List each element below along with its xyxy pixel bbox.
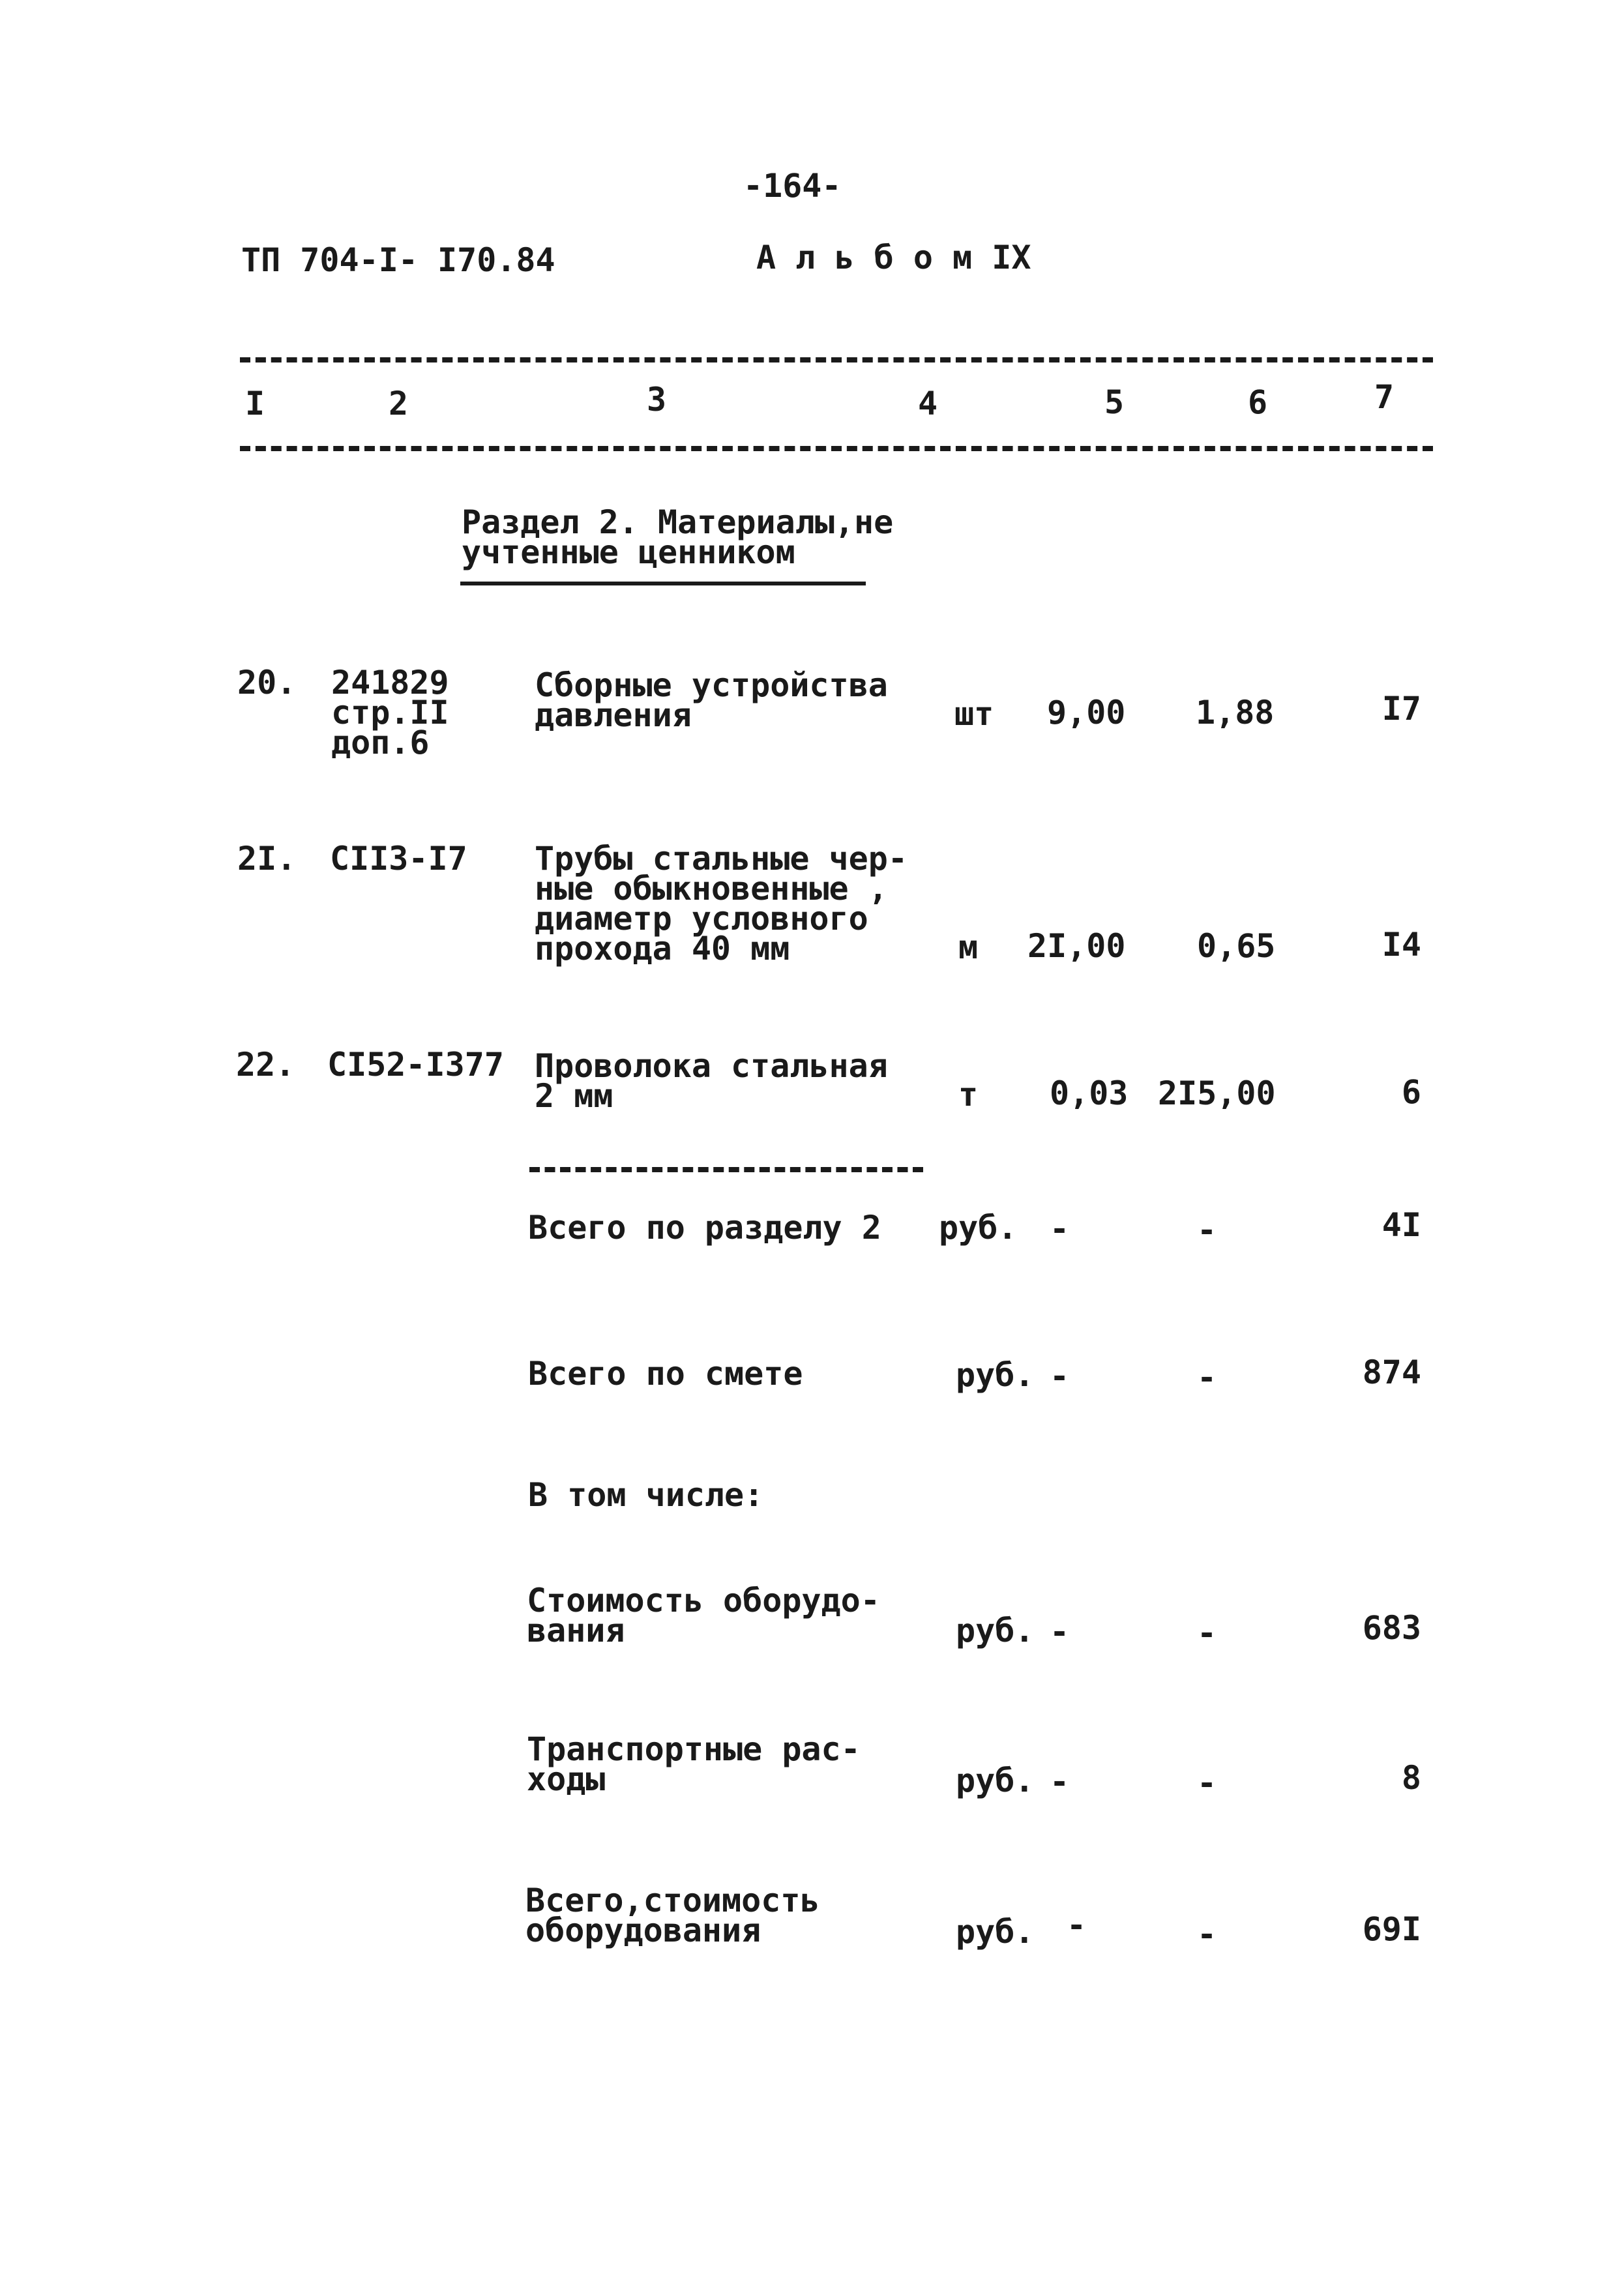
breakdown-price: - (1197, 1614, 1217, 1652)
column-header-3: 3 (647, 381, 667, 419)
section-title: Раздел 2. Материалы,не учтенные ценником (462, 503, 894, 571)
row-number: 2I. (237, 840, 297, 878)
row-price: 2I5,00 (1158, 1074, 1276, 1112)
subtotal-rule (529, 1167, 923, 1172)
row-price: 0,65 (1197, 927, 1276, 965)
summary-total: 4I (1381, 1206, 1421, 1244)
summary-price: - (1197, 1211, 1217, 1249)
row-number: 20. (237, 664, 297, 702)
row-total: I7 (1381, 690, 1421, 728)
row-unit: шт (954, 695, 994, 733)
row-code: 241829 стр.II доп.6 (331, 664, 449, 761)
summary-total: 874 (1362, 1353, 1421, 1391)
row-number: 22. (236, 1046, 295, 1084)
summary-quantity: - (1050, 1210, 1070, 1248)
breakdown-label: Стоимость оборудо- вания (527, 1582, 880, 1649)
breakdown-label: Транспортные рас- ходы (527, 1730, 861, 1798)
breakdown-price: - (1197, 1764, 1217, 1802)
row-quantity: 2I,00 (1027, 927, 1126, 965)
table-top-rule (240, 357, 1433, 362)
breakdown-unit: руб. (956, 1762, 1035, 1799)
summary-unit: руб. (939, 1209, 1018, 1247)
row-unit: м (958, 928, 979, 966)
document-code: ТП 704-I- I70.84 (241, 241, 555, 279)
breakdown-unit: руб. (956, 1612, 1035, 1649)
breakdown-total: 69I (1362, 1910, 1421, 1948)
column-header-1: I (245, 385, 265, 422)
row-code: СI52-I377 (327, 1046, 504, 1084)
summary-label: Всего по смете (528, 1355, 803, 1393)
breakdown-quantity: - (1050, 1763, 1070, 1801)
row-unit: т (958, 1076, 979, 1114)
breakdown-quantity: - (1050, 1613, 1070, 1651)
row-name: Сборные устройства давления (535, 666, 888, 734)
row-total: 6 (1401, 1073, 1421, 1111)
including-label: В том числе: (528, 1476, 764, 1514)
row-quantity: 9,00 (1047, 694, 1126, 732)
row-total: I4 (1381, 926, 1421, 964)
column-header-7: 7 (1374, 378, 1395, 416)
summary-quantity: - (1050, 1357, 1070, 1395)
table-header-rule (240, 446, 1433, 451)
breakdown-unit: руб. (956, 1913, 1035, 1951)
breakdown-total: 8 (1401, 1759, 1421, 1797)
page-number: -164- (743, 167, 842, 205)
column-header-4: 4 (918, 385, 938, 422)
row-name: Проволока стальная 2 мм (535, 1047, 888, 1115)
column-header-5: 5 (1104, 383, 1125, 421)
row-price: 1,88 (1196, 694, 1275, 732)
breakdown-price: - (1197, 1915, 1217, 1953)
summary-price: - (1197, 1359, 1217, 1397)
column-header-6: 6 (1248, 383, 1268, 421)
album-title: А л ь б о м IX (756, 239, 1031, 276)
row-code: СII3-I7 (330, 840, 467, 878)
breakdown-label: Всего,стоимость оборудования (525, 1882, 820, 1949)
breakdown-total: 683 (1362, 1609, 1421, 1647)
breakdown-quantity: - (1067, 1906, 1087, 1944)
row-quantity: 0,03 (1050, 1074, 1129, 1112)
summary-label: Всего по разделу 2 (528, 1209, 881, 1247)
row-name: Трубы стальные чер- ные обыкновенные , диаметр условного прохода 40 мм (535, 840, 908, 968)
section-title-underline (460, 582, 866, 585)
column-header-2: 2 (389, 385, 409, 422)
summary-unit: руб. (956, 1356, 1035, 1394)
